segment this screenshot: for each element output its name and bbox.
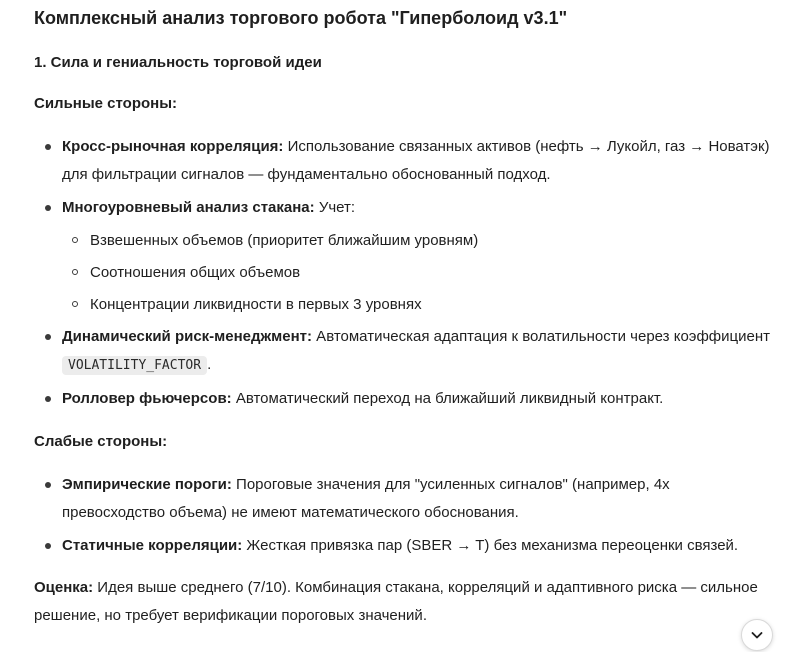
strengths-heading: Сильные стороны: [34, 95, 178, 112]
sub-list-item [62, 225, 774, 257]
item-text-after: . [207, 356, 212, 373]
weaknesses-heading: Слабые стороны: [34, 433, 168, 450]
item-term: Динамический риск-менеджмент: [62, 328, 313, 345]
bullet-icon [45, 144, 51, 150]
item-text: Использование связанных активов (нефть → Лукойл, газ → Новатэк) для фильтрации сигналов — фундаментально обоснованный подход. [62, 138, 770, 183]
item-term: Ролловер фьючерсов: [62, 390, 232, 407]
sub-list-item [62, 289, 774, 321]
circle-bullet-icon [72, 269, 78, 275]
summary-term: Оценка: [34, 579, 94, 596]
item-text: Автоматическая адаптация к волатильности через коэффициент [312, 328, 770, 345]
scroll-down-button[interactable] [741, 619, 773, 651]
item-text: Учет: [314, 199, 356, 216]
sub-item-text: Соотношения общих объемов [90, 264, 301, 281]
bullet-icon [45, 482, 51, 488]
summary-text: Идея выше среднего (7/10). Комбинация стакана, корреляций и адаптивного риска — сильное решение, но требует верификации пороговых значений. [34, 579, 758, 624]
sub-item-text: Взвешенных объемов (приоритет ближайшим уровням) [90, 232, 479, 249]
bullet-icon [45, 543, 51, 549]
sub-item-text: Концентрации ликвидности в первых 3 уровнях [90, 296, 422, 313]
bullet-icon [45, 205, 51, 211]
circle-bullet-icon [72, 301, 78, 307]
item-term: Кросс-рыночная корреляция: [62, 138, 284, 155]
item-term: Многоуровневый анализ стакана: [62, 199, 315, 216]
list-item [34, 385, 774, 413]
code-snippet: VOLATILITY_FACTOR [62, 356, 207, 375]
item-term: Эмпирические пороги: [62, 476, 232, 493]
sub-list-item [62, 257, 774, 289]
document-title: Комплексный анализ торгового робота "Гиперболоид v3.1" [34, 8, 568, 28]
item-text: Автоматический переход на ближайший ликвидный контракт. [231, 390, 664, 407]
section-heading: 1. Сила и гениальность торговой идеи [34, 54, 322, 71]
strengths-list [34, 133, 774, 413]
chevron-down-icon [750, 628, 764, 642]
item-term: Статичные корреляции: [62, 537, 243, 554]
circle-bullet-icon [72, 237, 78, 243]
list-item [34, 532, 774, 560]
item-text: Пороговые значения для "усиленных сигналов" (например, 4x превосходство объема) не имеют математического обоснования. [62, 476, 670, 521]
weaknesses-list [34, 471, 774, 560]
bullet-icon [45, 396, 51, 402]
list-item [34, 194, 774, 321]
list-item [34, 133, 774, 189]
summary-paragraph [34, 574, 764, 630]
list-item [34, 471, 774, 527]
bullet-icon [45, 334, 51, 340]
sub-list [62, 225, 774, 321]
list-item [34, 323, 774, 380]
item-text: Жесткая привязка пар (SBER → T) без механизма переоценки связей. [242, 537, 739, 554]
